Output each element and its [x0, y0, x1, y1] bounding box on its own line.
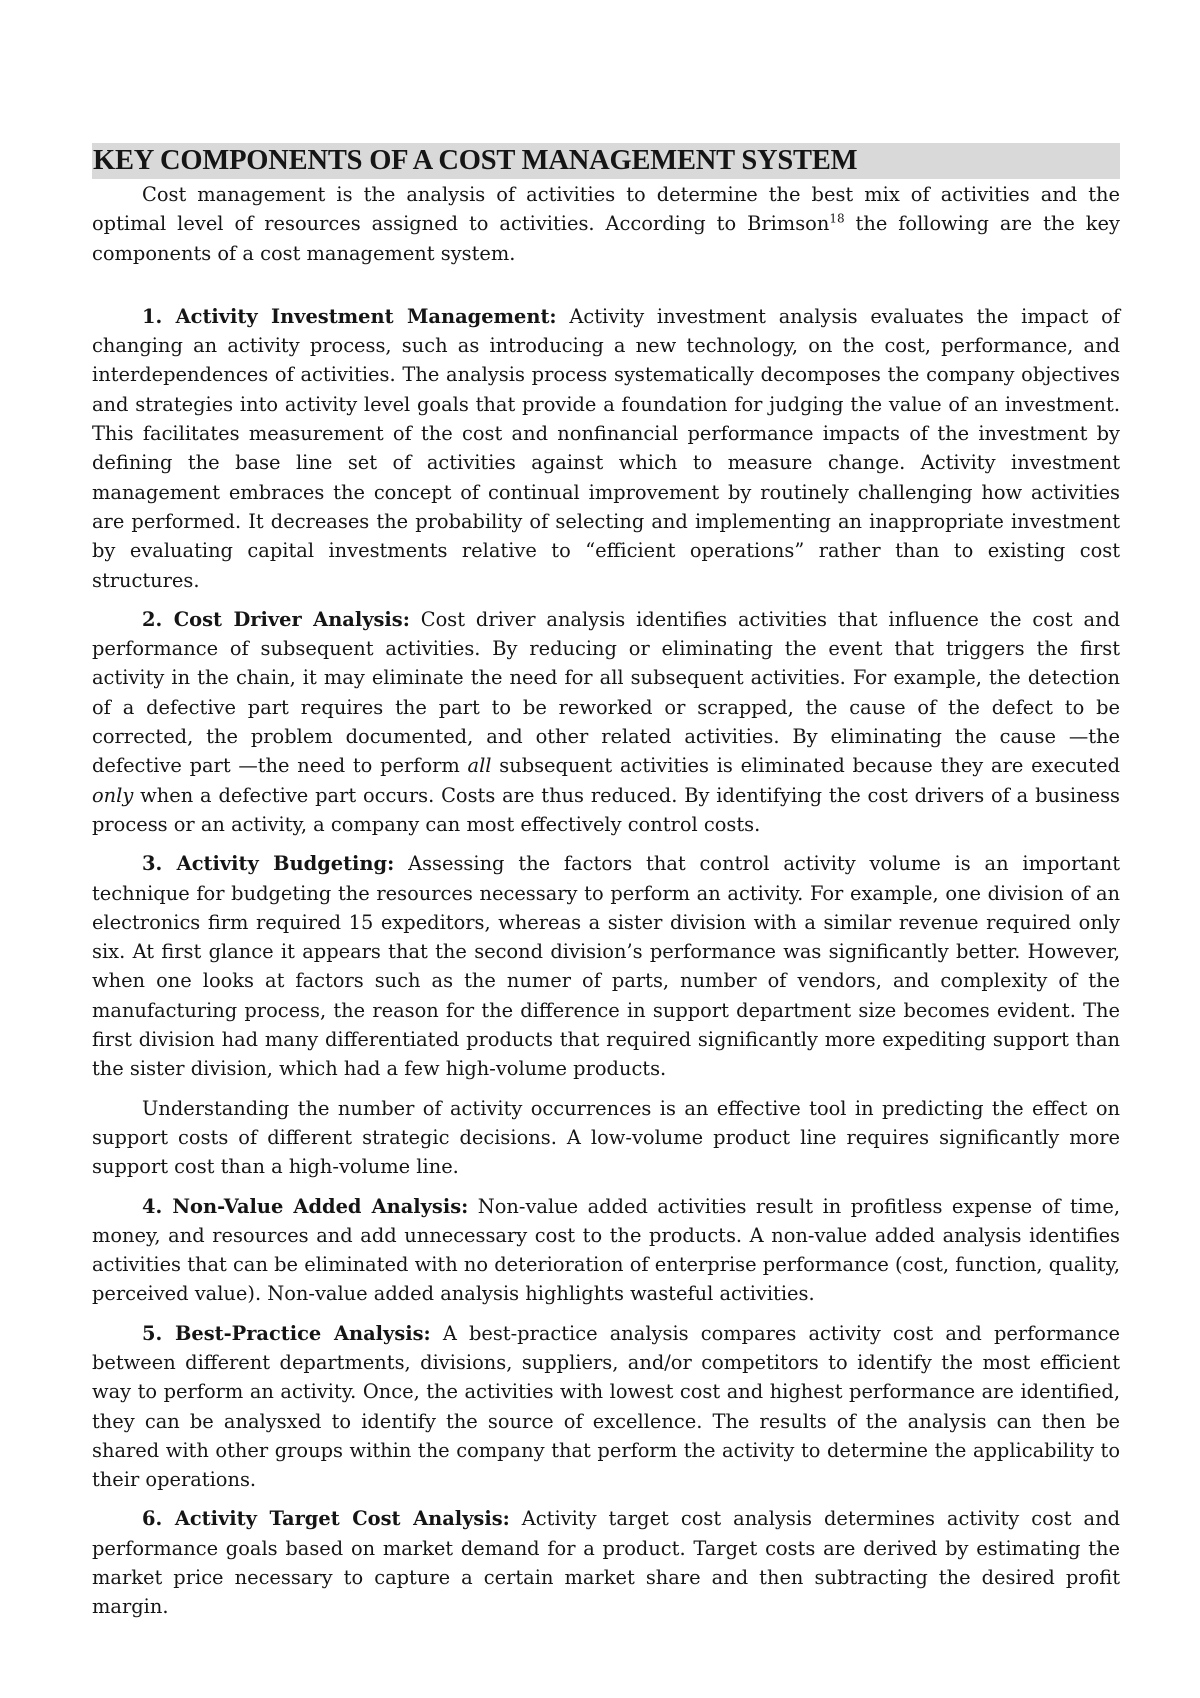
component-activity-budgeting [92, 849, 1120, 1083]
paragraph-text: Understanding the number of activity occurrences is an effective tool in predicting the effect on support costs of different strategic decisions. A low-volume product line requires significantly more support cost than a high-volume line. [92, 1096, 1120, 1179]
intro-text: Cost management is the analysis of activities to determine the best mix of activities and the optimal level of resources assigned to activities. According to Brimson [92, 183, 1120, 236]
footnote-reference: 18 [829, 211, 845, 226]
intro-text-continued: the following are the key components of a cost management system. [92, 212, 1120, 265]
component-text: A best-practice analysis compares activity cost and performance between different departments, divisions, suppliers, and/or competitors to identify the most efficient way to perform an activity. Once, the activities with lowest cost and highest performance are identified, they can be analysxed to identify the source of excellence. The results of the analysis can then be shared with other groups within the company that perform the activity to determine the applicability to their operations. [92, 1321, 1120, 1492]
component-label: 1. Activity Investment Management: [142, 304, 557, 328]
component-label: 4. Non-Value Added Analysis: [142, 1194, 469, 1218]
intro-paragraph [92, 180, 1120, 268]
component-activity-target-cost-analysis [92, 1504, 1120, 1621]
component-text: Activity target cost analysis determines activity cost and performance goals based on market demand for a product. Target costs are derived by estimating the market price necessary to capture a certain market share and then subtracting the desired profit margin. [92, 1507, 1120, 1619]
component-label: 5. Best-Practice Analysis: [142, 1321, 431, 1345]
emphasis-only: only [92, 783, 134, 807]
component-label: 2. Cost Driver Analysis: [142, 607, 410, 631]
component-text: Assessing the factors that control activity volume is an important technique for budgeting the resources necessary to perform an activity. For example, one division of an electronics firm required 15 expeditors, whereas a sister division with a similar revenue required only six. At first glance it appears that the second division’s performance was significantly better. However, when one looks at factors such as the numer of parts, number of vendors, and complexity of the manufacturing process, the reason for the difference in support department size becomes evident. The first division had many differentiated products that required significantly more expediting support than the sister division, which had a few high-volume products. [92, 852, 1121, 1081]
component-text: Activity investment analysis evaluates the impact of changing an activity process, such as introducing a new technology, on the cost, performance, and interdependences of activities. The analysis process systematically decomposes the company objectives and strategies into activity level goals that provide a foundation for judging the value of an investment. This facilitates measurement of the cost and nonfinancial performance impacts of the investment by defining the base line set of activities against which to measure change. Activity investment management embraces the concept of continual improvement by routinely challenging how activities are performed. It decreases the probability of selecting and implementing an inappropriate investment by evaluating capital investments relative to “efficient operations” rather than to existing cost structures. [92, 304, 1121, 592]
activity-occurrences-paragraph [92, 1094, 1120, 1182]
component-text: Non-value added activities result in profitless expense of time, money, and resources and add unnecessary cost to the products. A non-value added analysis identifies activities that can be eliminated with no deterioration of enterprise performance (cost, function, quality, perceived value). Non-value added analysis highlights wasteful activities. [92, 1194, 1120, 1306]
component-non-value-added-analysis [92, 1192, 1120, 1309]
section-heading: KEY COMPONENTS OF A COST MANAGEMENT SYSTEM [92, 143, 1120, 179]
component-best-practice-analysis [92, 1319, 1120, 1495]
component-text: subsequent activities is eliminated because they are executed [491, 754, 1120, 778]
component-text: when a defective part occurs. Costs are thus reduced. By identifying the cost drivers of a business process or an activity, a company can most effectively control costs. [92, 783, 1120, 836]
component-label: 6. Activity Target Cost Analysis: [142, 1507, 510, 1531]
component-label: 3. Activity Budgeting: [142, 852, 395, 876]
component-activity-investment-management [92, 302, 1120, 595]
emphasis-all: all [467, 754, 492, 778]
component-text: Cost driver analysis identifies activities that influence the cost and performance of subsequent activities. By reducing or eliminating the event that triggers the first activity in the chain, it may eliminate the need for all subsequent activities. For example, the detection of a defective part requires the part to be reworked or scrapped, the cause of the defect to be corrected, the problem documented, and other related activities. By eliminating the cause —the defective part —the need to perform [92, 607, 1120, 778]
component-cost-driver-analysis [92, 605, 1120, 839]
